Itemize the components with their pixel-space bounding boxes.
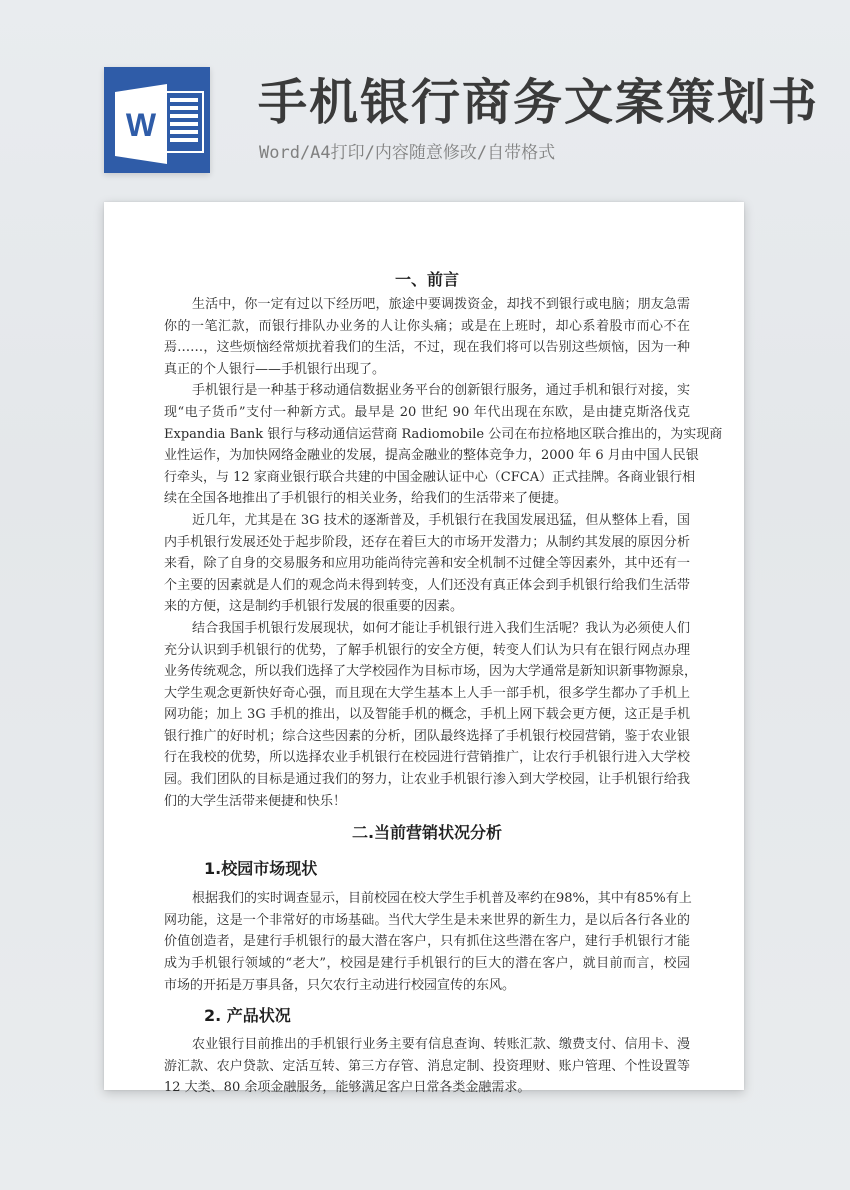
- text-line: 结合我国手机银行发展现状，如何才能让手机银行进入我们生活呢？我认为必须使人们: [192, 620, 690, 636]
- text-line: 真正的个人银行——手机银行出现了。: [164, 361, 386, 377]
- word-icon-letter: W: [125, 107, 157, 143]
- paragraph: [164, 618, 698, 812]
- text-line: 来看，除了自身的交易服务和应用功能尚待完善和安全机制不过健全等因素外，其中还有一: [164, 556, 690, 572]
- paragraph: [164, 510, 690, 618]
- text-line: 园。我们团队的目标是通过我们的努力，让农业手机银行渗入到大学校园，让手机银行给我: [164, 772, 690, 788]
- subsection-heading-product-status: 2. 产品状况: [204, 1006, 291, 1026]
- text-line: 银行推广的好时机；综合这些因素的分析，团队最终选择了手机银行校园营销，鉴于农业银: [164, 728, 690, 744]
- text-line: 业性运作，为加快网络金融业的发展，提高金融业的整体竞争力，2000 年 6 月由中国人民银: [164, 448, 699, 464]
- document-page: [104, 202, 744, 1096]
- text-line: 充分认识到手机银行的优势，了解手机银行的安全方便，转变人们认为只有在银行网点办理: [164, 642, 690, 658]
- text-line: 续在全国各地推出了手机银行的相关业务，给我们的生活带来了便捷。: [164, 491, 568, 507]
- text-line: 根据我们的实时调查显示，目前校园在校大学生手机普及率约在98%，其中有85%有上: [192, 891, 692, 907]
- text-line: 现“电子货币”支付一种新方式。最早是 20 世纪 90 年代出现在东欧，是由捷克斯洛伐克: [164, 404, 690, 420]
- text-line: 大学生观念更新快好奇心强，而且现在大学生基本上人手一部手机，很多学生都办了手机上: [164, 685, 690, 701]
- word-app-icon: [104, 67, 210, 173]
- text-line: 来的方便，这是制约手机银行发展的很重要的因素。: [164, 599, 464, 615]
- text-line: 网功能，这是一个非常好的市场基础。当代大学生是未来世界的新生力，是以后各行各业的: [164, 912, 690, 928]
- text-line: 行在我校的优势，所以选择农业手机银行在校园进行营销推广，让农行手机银行进入大学校: [164, 750, 690, 766]
- paragraph: [164, 294, 690, 380]
- text-line: 你的一笔汇款，而银行排队办业务的人让你头痛；或是在上班时，却心系着股市而心不在: [164, 318, 690, 334]
- text-line: 生活中，你一定有过以下经历吧，旅途中要调拨资金，却找不到银行或电脑；朋友急需: [192, 297, 690, 312]
- text-line: 业务传统观念，所以我们选择了大学校园作为目标市场，因为大学通常是新知识新事物源泉，: [164, 664, 698, 680]
- text-line: 近几年，尤其是在 3G 技术的逐渐普及，手机银行在我国发展迅猛，但从整体上看，国: [192, 512, 690, 528]
- subsection-heading-campus-market: 1.校园市场现状: [204, 859, 318, 879]
- document-subtitle: Word/A4打印/内容随意修改/自带格式: [259, 143, 556, 163]
- text-line: Expandia Bank 银行与移动通信运营商 Radiomobile 公司在布拉格地区联合推出的，为实现商: [164, 426, 723, 442]
- text-line: 们的大学生活带来便捷和快乐！: [164, 793, 347, 809]
- page-content: [164, 266, 723, 1099]
- text-line: 行牵头，与 12 家商业银行联合共建的中国金融认证中心（CFCA）正式挂牌。各商业银行相: [164, 469, 696, 485]
- text-line: 网功能；加上 3G 手机的推出，以及智能手机的概念，手机上网下载会更方便，这正是手机: [164, 707, 690, 723]
- paragraph: [164, 888, 690, 996]
- text-line: 成为手机银行领域的“老大”，校园是建行手机银行的巨大的潜在客户，就目前而言，校园: [164, 956, 690, 972]
- text-line: 农业银行目前推出的手机银行业务主要有信息查询、转账汇款、缴费支付、信用卡、漫: [192, 1037, 690, 1053]
- document-title: 手机银行商务文案策划书: [258, 74, 820, 131]
- text-line: 价值创造者，是建行手机银行的最大潜在客户，只有抓住这些潜在客户，建行手机银行才能: [164, 934, 690, 950]
- text-line: 焉……，这些烦恼经常烦扰着我们的生活，不过，现在我们将可以告别这些烦恼，因为一种: [164, 340, 690, 356]
- section-heading-marketing-analysis: 二.当前营销状况分析: [351, 823, 503, 843]
- text-line: 手机银行是一种基于移动通信数据业务平台的创新银行服务，通过手机和银行对接，实: [192, 383, 690, 399]
- paragraph: [164, 1034, 690, 1099]
- text-line: 12 大类、80 余项金融服务，能够满足客户日常各类金融需求。: [164, 1080, 531, 1096]
- text-line: 内手机银行发展还处于起步阶段，还存在着巨大的市场开发潜力；从制约其发展的原因分析: [164, 534, 690, 550]
- text-line: 游汇款、农户贷款、定活互转、第三方存管、消息定制、投资理财、账户管理、个性设置等: [164, 1058, 690, 1074]
- section-heading-preface: 一、前言: [394, 270, 459, 289]
- word-icon: [104, 67, 210, 173]
- text-line: 市场的开拓是万事具备，只欠农行主动进行校园宣传的东风。: [164, 977, 516, 993]
- paragraph: [164, 380, 723, 510]
- text-line: 个主要的因素就是人们的观念尚未得到转变，人们还没有真正体会到手机银行给我们生活带: [164, 577, 690, 593]
